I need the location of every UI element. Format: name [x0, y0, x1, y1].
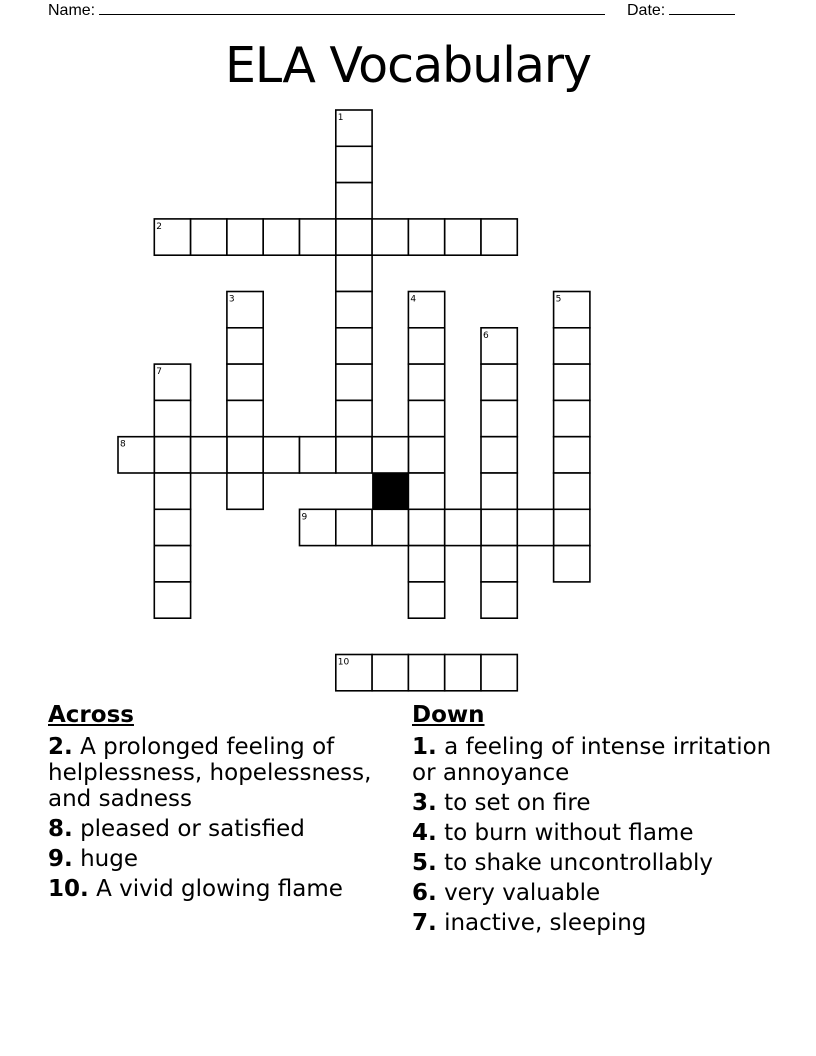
- grid-cell[interactable]: [481, 400, 517, 436]
- cell-number: 4: [410, 294, 417, 305]
- grid-cell[interactable]: [445, 509, 481, 545]
- clue-number: 2.: [48, 734, 73, 760]
- grid-cell[interactable]: [554, 509, 590, 545]
- grid-cell[interactable]: [481, 509, 517, 545]
- grid-cell[interactable]: [227, 219, 263, 255]
- grid-cell[interactable]: [154, 473, 190, 509]
- grid-cell[interactable]: [372, 219, 408, 255]
- grid-cell[interactable]: [300, 219, 336, 255]
- grid-cell[interactable]: [372, 437, 408, 473]
- grid-cell[interactable]: [336, 219, 372, 255]
- grid-cell[interactable]: [481, 473, 517, 509]
- clue-across-2: [48, 734, 393, 812]
- grid-cell[interactable]: [336, 364, 372, 400]
- clue-text: A vivid glowing flame: [96, 876, 343, 902]
- grid-cell[interactable]: [336, 655, 372, 691]
- grid-cell[interactable]: [554, 437, 590, 473]
- grid-cell[interactable]: [445, 655, 481, 691]
- cell-number: 9: [301, 512, 308, 523]
- grid-cell[interactable]: [227, 328, 263, 364]
- clue-across-10: [48, 876, 393, 902]
- cell-number: 6: [483, 330, 489, 341]
- grid-cell[interactable]: [554, 292, 590, 328]
- grid-cell[interactable]: [554, 400, 590, 436]
- grid-cell[interactable]: [154, 546, 190, 582]
- down-clues: [412, 702, 772, 940]
- grid-cell[interactable]: [227, 364, 263, 400]
- grid-cell[interactable]: [191, 437, 227, 473]
- clue-text: pleased or satisfied: [80, 816, 305, 842]
- clue-down-1: [412, 734, 772, 786]
- clue-number: 8.: [48, 816, 73, 842]
- grid-cell[interactable]: [481, 219, 517, 255]
- grid-cell[interactable]: [154, 400, 190, 436]
- clue-number: 5.: [412, 850, 437, 876]
- clue-text: a feeling of intense irritation or annoyance: [412, 734, 772, 786]
- grid-cell[interactable]: [408, 219, 444, 255]
- grid-cell[interactable]: [336, 146, 372, 182]
- down-heading: Down: [412, 702, 485, 728]
- grid-cell[interactable]: [336, 292, 372, 328]
- clue-down-4: [412, 820, 772, 846]
- grid-cell[interactable]: [154, 437, 190, 473]
- grid-cell[interactable]: [554, 473, 590, 509]
- grid-cell[interactable]: [408, 546, 444, 582]
- grid-cell[interactable]: [154, 509, 190, 545]
- grid-cell[interactable]: [300, 437, 336, 473]
- clue-text: to shake uncontrollably: [444, 850, 714, 876]
- blocked-cell: [372, 473, 408, 509]
- grid-cell[interactable]: [336, 400, 372, 436]
- clue-number: 10.: [48, 876, 89, 902]
- clue-text: huge: [80, 846, 138, 872]
- date-field: [627, 0, 735, 20]
- grid-cell[interactable]: [481, 328, 517, 364]
- grid-cell[interactable]: [154, 219, 190, 255]
- clue-number: 1.: [412, 734, 437, 760]
- grid-cell[interactable]: [336, 509, 372, 545]
- grid-cell[interactable]: [372, 655, 408, 691]
- cell-number: 8: [120, 439, 126, 450]
- grid-cell[interactable]: [554, 546, 590, 582]
- date-line: [669, 0, 735, 15]
- grid-cell[interactable]: [191, 219, 227, 255]
- grid-cell[interactable]: [481, 546, 517, 582]
- grid-cell[interactable]: [336, 255, 372, 291]
- clue-down-6: [412, 880, 772, 906]
- grid-cell[interactable]: [481, 655, 517, 691]
- grid-cell[interactable]: [408, 473, 444, 509]
- grid-cell[interactable]: [408, 292, 444, 328]
- cell-number: 5: [555, 294, 562, 305]
- clue-text: inactive, sleeping: [444, 910, 647, 936]
- clue-across-9: [48, 846, 393, 872]
- grid-cell[interactable]: [408, 655, 444, 691]
- grid-cell[interactable]: [336, 110, 372, 146]
- cell-number: 7: [156, 367, 163, 378]
- clue-text: to set on fire: [444, 790, 591, 816]
- clue-number: 9.: [48, 846, 73, 872]
- clue-down-3: [412, 790, 772, 816]
- clue-down-7: [412, 910, 772, 936]
- clue-text: very valuable: [444, 880, 601, 906]
- grid-cell[interactable]: [118, 437, 154, 473]
- grid-cell[interactable]: [408, 509, 444, 545]
- grid-cell[interactable]: [300, 509, 336, 545]
- grid-cell[interactable]: [227, 292, 263, 328]
- clue-text: to burn without flame: [444, 820, 694, 846]
- clue-text: A prolonged feeling of helplessness, hopelessness, and sadness: [48, 734, 372, 812]
- grid-cell[interactable]: [481, 364, 517, 400]
- cell-number: 1: [337, 113, 344, 123]
- grid-cell[interactable]: [554, 328, 590, 364]
- clue-across-8: [48, 816, 393, 842]
- grid-cell[interactable]: [336, 183, 372, 219]
- grid-cell[interactable]: [408, 364, 444, 400]
- grid-cell[interactable]: [263, 437, 299, 473]
- grid-cell[interactable]: [154, 582, 190, 618]
- grid-cell[interactable]: [263, 219, 299, 255]
- grid-cell[interactable]: [481, 582, 517, 618]
- cell-number: 2: [156, 221, 163, 232]
- grid-cell[interactable]: [481, 437, 517, 473]
- across-clues: [48, 702, 393, 906]
- grid-cell[interactable]: [408, 437, 444, 473]
- grid-cell[interactable]: [445, 219, 481, 255]
- grid-cell[interactable]: [227, 473, 263, 509]
- clue-down-5: [412, 850, 772, 876]
- clue-number: 6.: [412, 880, 437, 906]
- across-heading: Across: [48, 702, 134, 728]
- date-label: Date:: [627, 2, 666, 19]
- grid-cell[interactable]: [227, 400, 263, 436]
- name-line: [99, 0, 605, 15]
- grid-cell[interactable]: [372, 509, 408, 545]
- grid-cell[interactable]: [517, 509, 553, 545]
- grid-cell[interactable]: [408, 400, 444, 436]
- name-field: [48, 0, 605, 20]
- cell-number: 10: [337, 657, 350, 668]
- clue-number: 3.: [412, 790, 437, 816]
- page-title: ELA Vocabulary: [224, 37, 592, 94]
- clue-number: 7.: [412, 910, 437, 936]
- grid-cell[interactable]: [408, 328, 444, 364]
- grid-cell[interactable]: [154, 364, 190, 400]
- grid-cell[interactable]: [227, 437, 263, 473]
- grid-cell[interactable]: [554, 364, 590, 400]
- name-label: Name:: [48, 2, 96, 19]
- clue-number: 4.: [412, 820, 437, 846]
- grid-cell[interactable]: [336, 328, 372, 364]
- grid-cell[interactable]: [336, 437, 372, 473]
- grid-cell[interactable]: [408, 582, 444, 618]
- cell-number: 3: [228, 294, 235, 305]
